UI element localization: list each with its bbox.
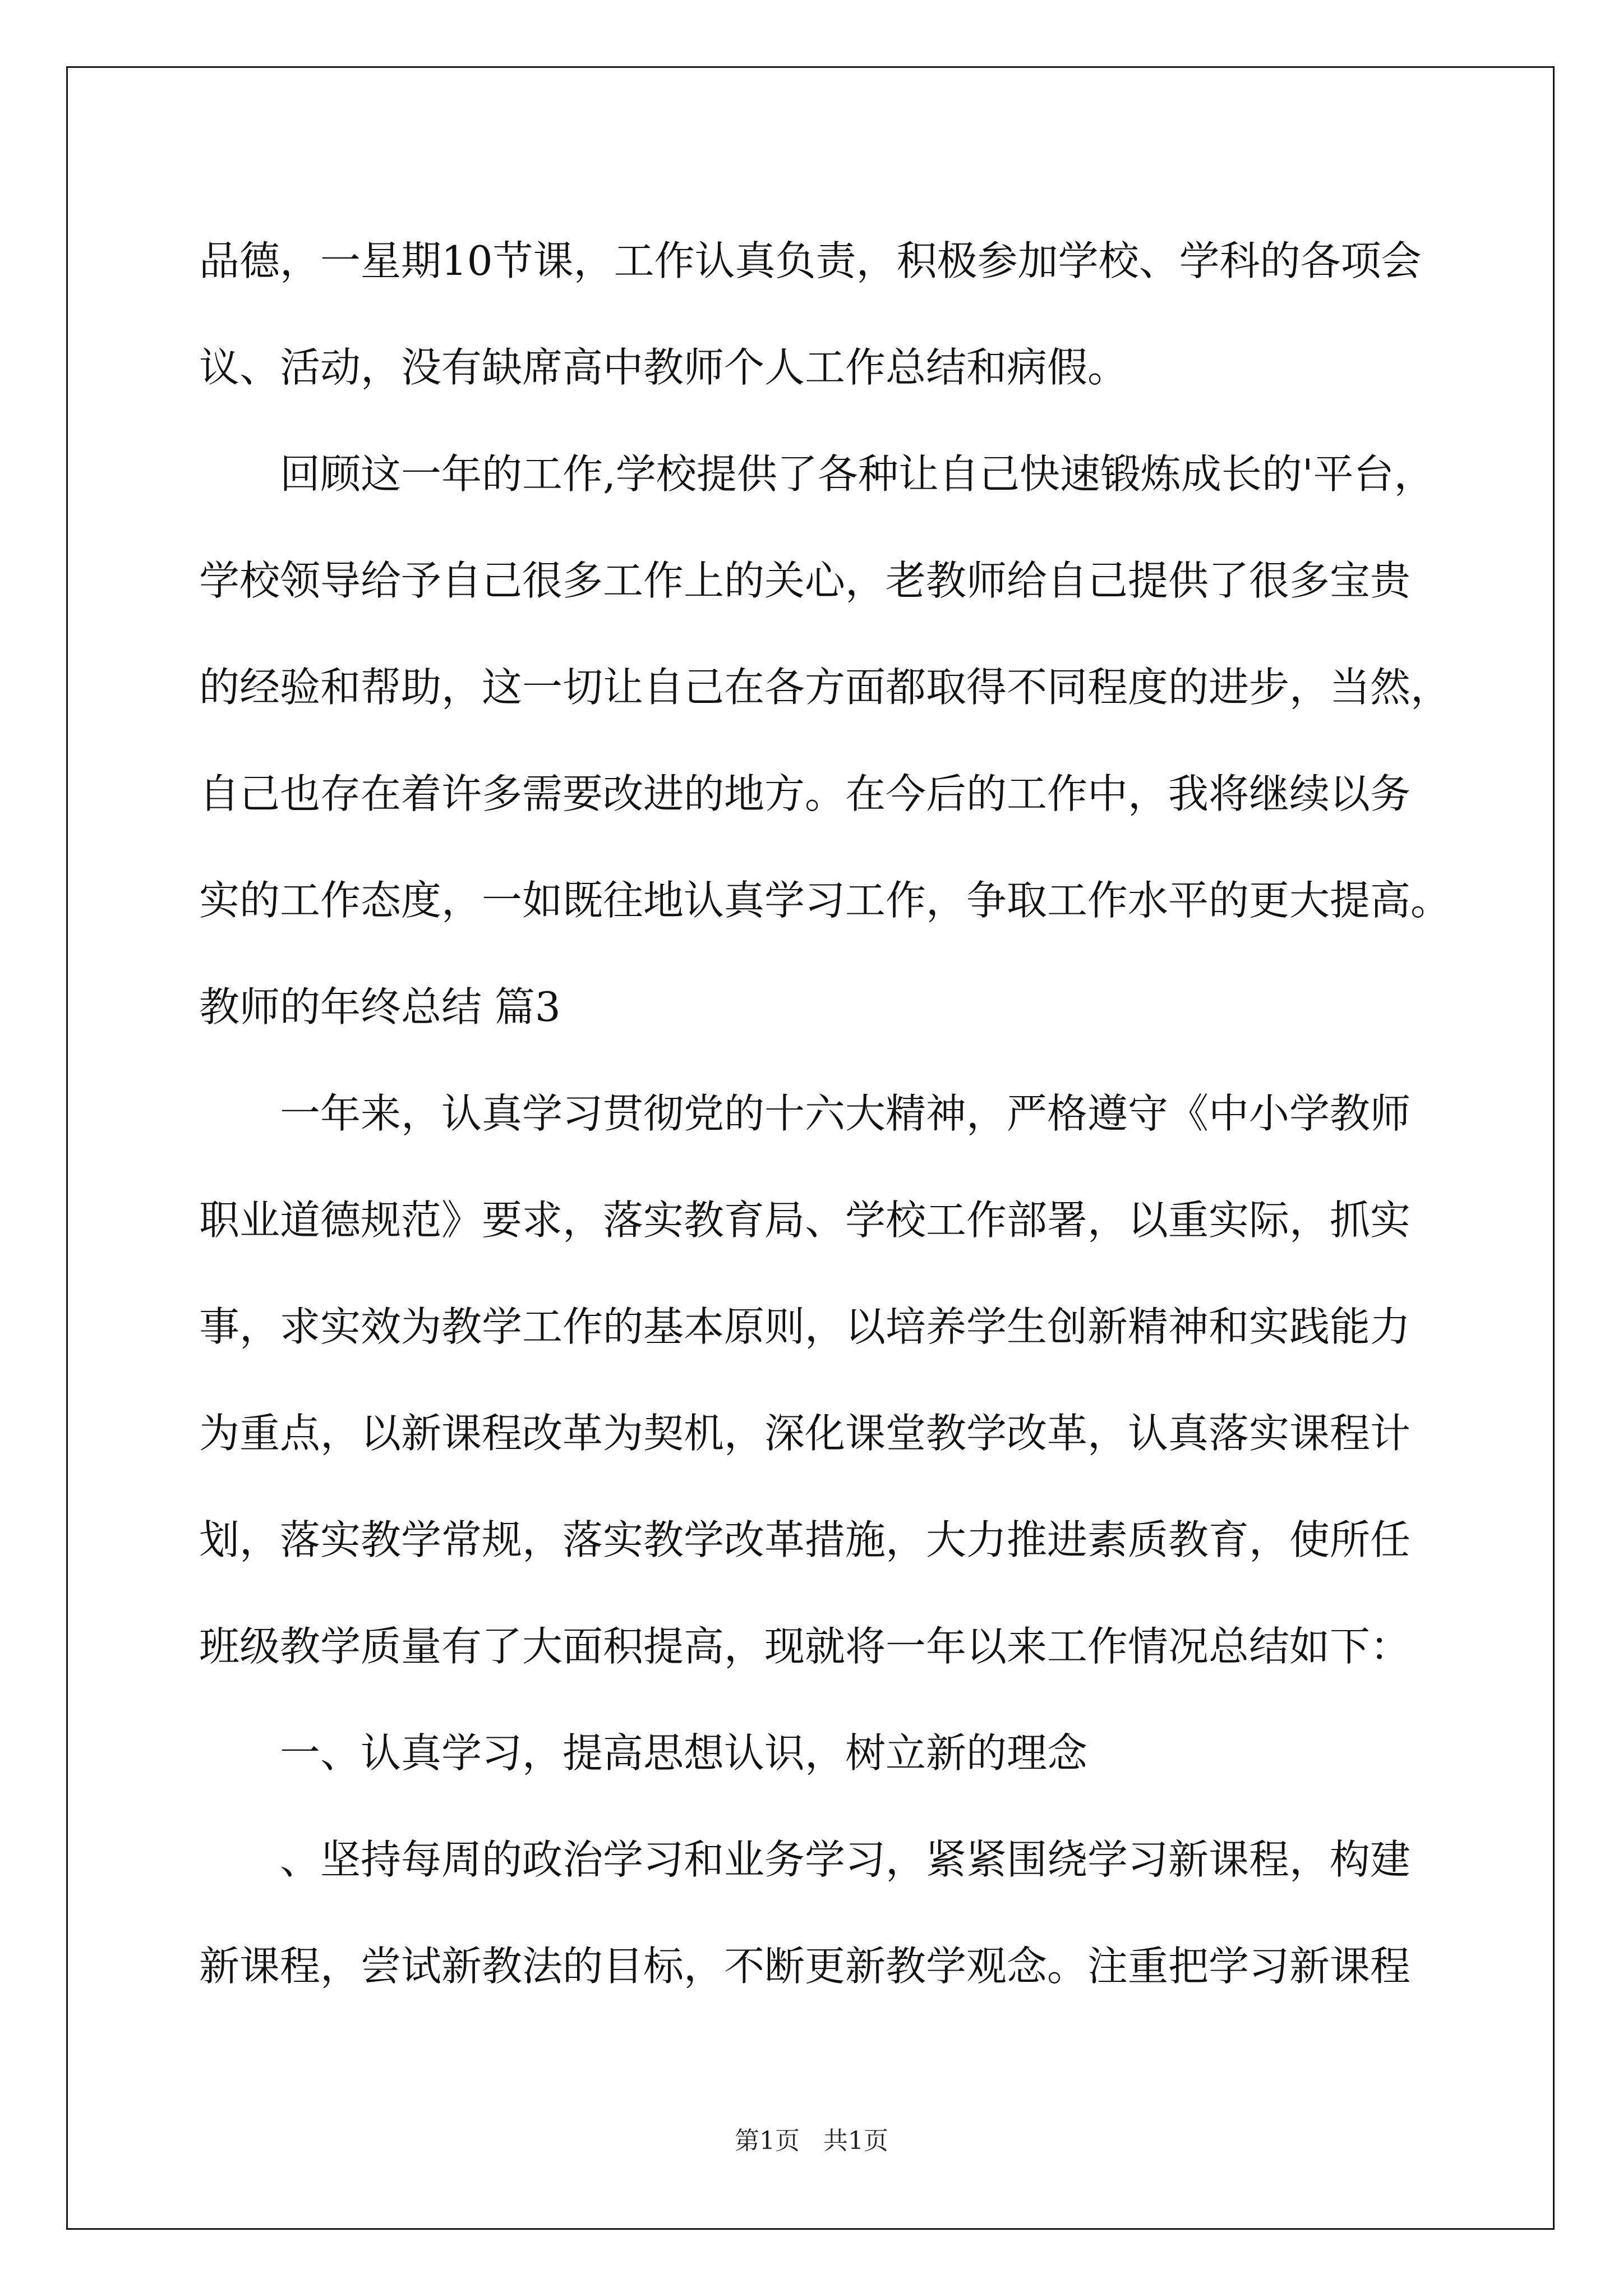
- text-line: 划，落实教学常规，落实教学改革措施，大力推进素质教育，使所任: [199, 1516, 1411, 1563]
- text-line: 事，求实效为教学工作的基本原则，以培养学生创新精神和实践能力: [199, 1303, 1411, 1350]
- text-line: 实的工作态度，一如既往地认真学习工作，争取工作水平的更大提高。: [199, 877, 1451, 924]
- text-line: 议、活动，没有缺席高中教师个人工作总结和病假。: [199, 344, 1128, 391]
- page-number-footer: 第1页 共1页: [735, 2127, 888, 2155]
- subheading: 一、认真学习，提高思想认识，树立新的理念: [280, 1729, 1088, 1777]
- text-line: 职业道德规范》要求，落实教育局、学校工作部署，以重实际，抓实: [199, 1197, 1411, 1244]
- text-line: 自己也存在着许多需要改进的地方。在今后的工作中，我将继续以务: [199, 770, 1411, 817]
- paragraph-start: 回顾这一年的工作,学校提供了各种让自己快速锻炼成长的'平台，: [280, 450, 1435, 498]
- paragraph-start: 、坚持每周的政治学习和业务学习，紧紧围绕学习新课程，构建: [280, 1836, 1411, 1883]
- text-line: 品德，一星期10节课，工作认真负责，积极参加学校、学科的各项会: [199, 237, 1422, 284]
- text-line: 班级教学质量有了大面积提高，现就将一年以来工作情况总结如下：: [199, 1623, 1411, 1670]
- paragraph-start: 一年来，认真学习贯彻党的十六大精神，严格遵守《中小学教师: [280, 1090, 1411, 1137]
- text-line: 新课程，尝试新教法的目标，不断更新教学观念。注重把学习新课程: [199, 1943, 1411, 1990]
- text-line: 学校领导给予自己很多工作上的关心，老教师给自己提供了很多宝贵: [199, 557, 1411, 604]
- text-line: 的经验和帮助，这一切让自己在各方面都取得不同程度的进步，当然，: [199, 664, 1451, 711]
- section-heading: 教师的年终总结 篇3: [199, 983, 561, 1030]
- text-line: 为重点，以新课程改革为契机，深化课堂教学改革，认真落实课程计: [199, 1410, 1411, 1457]
- document-body: [199, 208, 1451, 2019]
